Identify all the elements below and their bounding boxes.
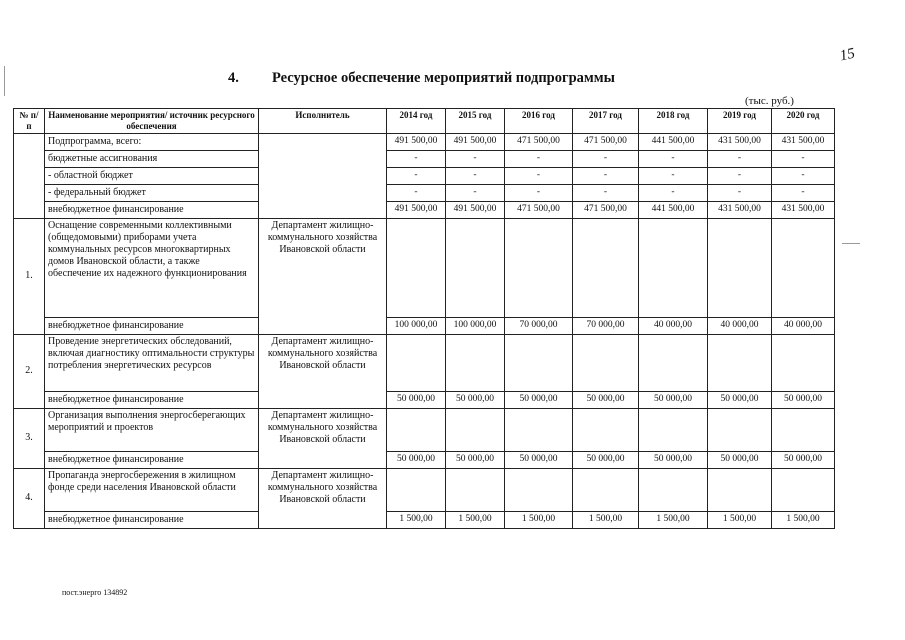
table-row [14,468,835,511]
value-cell: - [505,167,573,184]
value-cell: 50 000,00 [387,451,446,468]
value-cell: - [708,184,772,201]
value-cell: - [708,150,772,167]
resource-table [13,108,835,529]
table-row [14,201,835,218]
empty-cell [505,218,573,317]
value-cell: 1 500,00 [446,511,505,528]
empty-cell [708,218,772,317]
header-year: 2014 год [387,109,446,134]
empty-cell [772,408,835,451]
measure-title: Оснащение современными коллективными (общедомовыми) приборами учета коммунальных ресурсов многоквартирных домов Ивановской области, а также обеспечение их надежного функционирования [45,218,259,317]
value-cell: - [505,150,573,167]
value-cell: 1 500,00 [708,511,772,528]
row-label: бюджетные ассигнования [45,150,259,167]
value-cell: 40 000,00 [708,317,772,334]
empty-cell [639,408,708,451]
value-cell: 431 500,00 [772,133,835,150]
empty-cell [708,468,772,511]
empty-cell [573,468,639,511]
value-cell: - [446,167,505,184]
value-cell: 40 000,00 [639,317,708,334]
value-cell: 50 000,00 [573,391,639,408]
value-cell: 70 000,00 [573,317,639,334]
header-year: 2016 год [505,109,573,134]
value-cell: - [573,150,639,167]
value-cell: - [505,184,573,201]
empty-cell [505,334,573,391]
value-cell: 50 000,00 [387,391,446,408]
empty-cell [446,408,505,451]
measure-title: Проведение энергетических обследований, включая диагностику оптимальности структуры потребления энергетических ресурсов [45,334,259,391]
value-cell: - [639,184,708,201]
measure-source: внебюджетное финансирование [45,391,259,408]
measure-executor: Департамент жилищно-коммунального хозяйства Ивановской области [259,408,387,468]
empty-cell [387,334,446,391]
scan-artifact-left [4,66,5,96]
table-row [14,184,835,201]
row-label: - федеральный бюджет [45,184,259,201]
row-label: - областной бюджет [45,167,259,184]
empty-cell [446,468,505,511]
value-cell: 431 500,00 [708,201,772,218]
section-heading [228,70,615,87]
value-cell: 50 000,00 [708,451,772,468]
measure-title: Пропаганда энергосбережения в жилищном фонде среди населения Ивановской области [45,468,259,511]
value-cell: 50 000,00 [446,451,505,468]
empty-cell [573,218,639,317]
header-num: № п/п [14,109,45,134]
measure-number: 3. [14,408,45,468]
value-cell: 100 000,00 [387,317,446,334]
scan-artifact-right [842,243,860,244]
header-executor: Исполнитель [259,109,387,134]
value-cell: 491 500,00 [387,133,446,150]
table-row [14,511,835,528]
measure-executor: Департамент жилищно-коммунального хозяйства Ивановской области [259,218,387,334]
value-cell: 441 500,00 [639,201,708,218]
value-cell: 471 500,00 [573,201,639,218]
value-cell: 50 000,00 [446,391,505,408]
value-cell: 431 500,00 [772,201,835,218]
empty-cell [446,334,505,391]
empty-cell [505,408,573,451]
empty-cell [573,408,639,451]
value-cell: 50 000,00 [639,391,708,408]
empty-cell [387,408,446,451]
empty-cell [573,334,639,391]
value-cell: 50 000,00 [505,391,573,408]
table-row [14,167,835,184]
table-row [14,408,835,451]
empty-cell [387,218,446,317]
value-cell: - [387,150,446,167]
empty-cell [639,468,708,511]
empty-cell [772,334,835,391]
header-year: 2018 год [639,109,708,134]
value-cell: 50 000,00 [772,451,835,468]
value-cell: 50 000,00 [639,451,708,468]
units-label: (тыс. руб.) [745,95,794,107]
measure-executor: Департамент жилищно-коммунального хозяйства Ивановской области [259,468,387,528]
value-cell: - [446,150,505,167]
value-cell: - [772,150,835,167]
value-cell: 471 500,00 [505,133,573,150]
empty-cell [505,468,573,511]
measure-source: внебюджетное финансирование [45,511,259,528]
measure-source: внебюджетное финансирование [45,317,259,334]
value-cell: - [446,184,505,201]
value-cell: 100 000,00 [446,317,505,334]
num-cell [14,133,45,218]
value-cell: - [639,167,708,184]
value-cell: 1 500,00 [387,511,446,528]
measure-executor: Департамент жилищно-коммунального хозяйства Ивановской области [259,334,387,408]
value-cell: 70 000,00 [505,317,573,334]
value-cell: - [772,167,835,184]
table-row [14,391,835,408]
section-title: Ресурсное обеспечение мероприятий подпрограммы [272,70,615,86]
empty-cell [708,334,772,391]
header-year: 2019 год [708,109,772,134]
value-cell: 40 000,00 [772,317,835,334]
section-number: 4. [228,70,239,86]
header-year: 2020 год [772,109,835,134]
table-row [14,218,835,317]
empty-cell [772,468,835,511]
value-cell: 1 500,00 [772,511,835,528]
table-row [14,133,835,150]
executor-cell [259,133,387,218]
empty-cell [446,218,505,317]
value-cell: 431 500,00 [708,133,772,150]
empty-cell [772,218,835,317]
value-cell: 50 000,00 [573,451,639,468]
table-row [14,150,835,167]
page-mark: 15 [838,45,857,65]
value-cell: 50 000,00 [708,391,772,408]
value-cell: 491 500,00 [387,201,446,218]
table-header-row [14,109,835,134]
value-cell: - [772,184,835,201]
header-year: 2015 год [446,109,505,134]
row-label: Подпрограмма, всего: [45,133,259,150]
value-cell: - [639,150,708,167]
value-cell: 50 000,00 [772,391,835,408]
value-cell: 471 500,00 [505,201,573,218]
empty-cell [387,468,446,511]
value-cell: - [708,167,772,184]
value-cell: - [387,167,446,184]
value-cell: 1 500,00 [639,511,708,528]
table-row [14,451,835,468]
measure-number: 2. [14,334,45,408]
empty-cell [639,334,708,391]
measure-source: внебюджетное финансирование [45,451,259,468]
header-year: 2017 год [573,109,639,134]
row-label: внебюджетное финансирование [45,201,259,218]
table-row [14,317,835,334]
value-cell: - [573,184,639,201]
empty-cell [708,408,772,451]
footer-note: пост.энерго 134892 [62,588,128,597]
value-cell: 491 500,00 [446,201,505,218]
value-cell: 491 500,00 [446,133,505,150]
value-cell: 1 500,00 [573,511,639,528]
table-row [14,334,835,391]
value-cell: - [573,167,639,184]
value-cell: - [387,184,446,201]
measure-number: 4. [14,468,45,528]
empty-cell [639,218,708,317]
header-name: Наименование мероприятия/ источник ресурсного обеспечения [45,109,259,134]
measure-title: Организация выполнения энергосберегающих мероприятий и проектов [45,408,259,451]
value-cell: 1 500,00 [505,511,573,528]
measure-number: 1. [14,218,45,334]
value-cell: 50 000,00 [505,451,573,468]
value-cell: 441 500,00 [639,133,708,150]
value-cell: 471 500,00 [573,133,639,150]
